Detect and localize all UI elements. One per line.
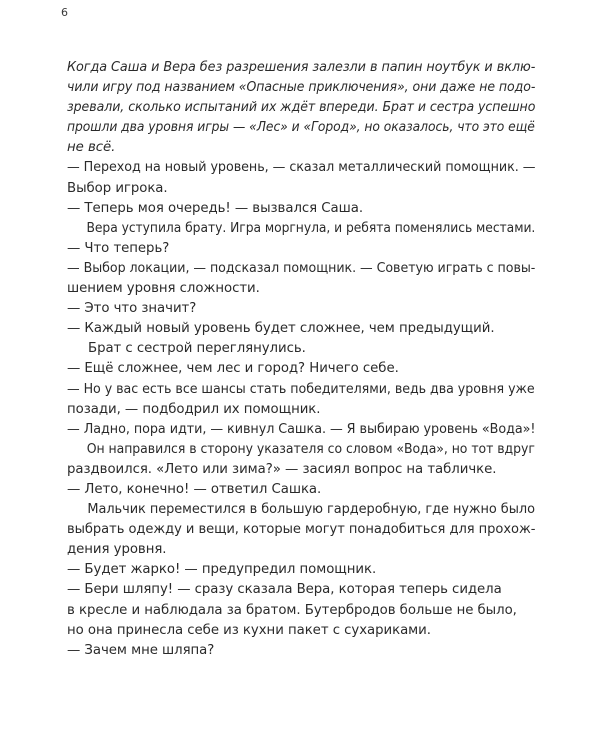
intro-line: чили игру под названием «Опасные приключения», они даже не подо- [67,80,536,96]
text-line: — Но у вас есть все шансы стать победителями, ведь два уровня уже [67,381,535,397]
intro-line: прошли два уровня игры — «Лес» и «Город», но оказалось, что это ещё [67,120,535,136]
text-line: Мальчик переместился в большую гардеробную, где нужно было [87,502,535,518]
text-line: — Выбор локации, — подсказал помощник. — Советую играть с повы- [67,260,536,276]
intro-line: не всё. [67,140,116,156]
text-line: позади, — подбодрил их помощник. [67,401,321,417]
text-line: — Лето, конечно! — ответил Сашка. [67,481,322,497]
text-line: — Зачем мне шляпа? [67,642,215,658]
text-line: выбрать одежду и вещи, которые могут понадобиться для прохож- [67,522,536,538]
story-text [67,58,535,661]
text-line: в кресле и наблюдала за братом. Бутербродов больше не было, [67,602,517,618]
text-line: — Это что значит? [67,301,197,317]
intro-line: зревали, сколько испытаний их ждёт впереди. Брат и сестра успешно [67,100,536,116]
intro-line: Когда Саша и Вера без разрешения залезли в папин ноутбук и вклю- [67,60,536,75]
text-line: Брат с сестрой переглянулись. [88,341,306,357]
text-line: — Будет жарко! — предупредил помощник. [67,562,377,578]
text-line: Вера уступила брату. Игра моргнула, и ребята поменялись местами. [86,220,536,236]
text-line: — Что теперь? [67,240,170,256]
text-line: но она принесла себе из кухни пакет с сухариками. [67,622,431,638]
text-line: — Теперь моя очередь! — вызвался Саша. [67,200,364,216]
text-line: Он направился в сторону указателя со словом «Вода», но тот вдруг [86,441,535,457]
text-line: Выбор игрока. [67,180,168,196]
text-line: — Бери шляпу! — сразу сказала Вера, которая теперь сидела [67,582,502,598]
text-line: — Ладно, пора идти, — кивнул Сашка. — Я выбираю уровень «Вода»! [67,421,536,437]
text-line: дения уровня. [67,542,167,558]
text-line: раздвоился. «Лето или зима?» — засиял вопрос на табличке. [67,461,497,477]
text-line: шением уровня сложности. [67,281,260,297]
text-line: — Ещё сложнее, чем лес и город? Ничего себе. [67,361,399,377]
page-number: 6 [61,6,68,19]
text-line: — Каждый новый уровень будет сложнее, чем предыдущий. [67,321,495,337]
text-line: — Переход на новый уровень, — сказал металлический помощник. — [67,160,536,176]
